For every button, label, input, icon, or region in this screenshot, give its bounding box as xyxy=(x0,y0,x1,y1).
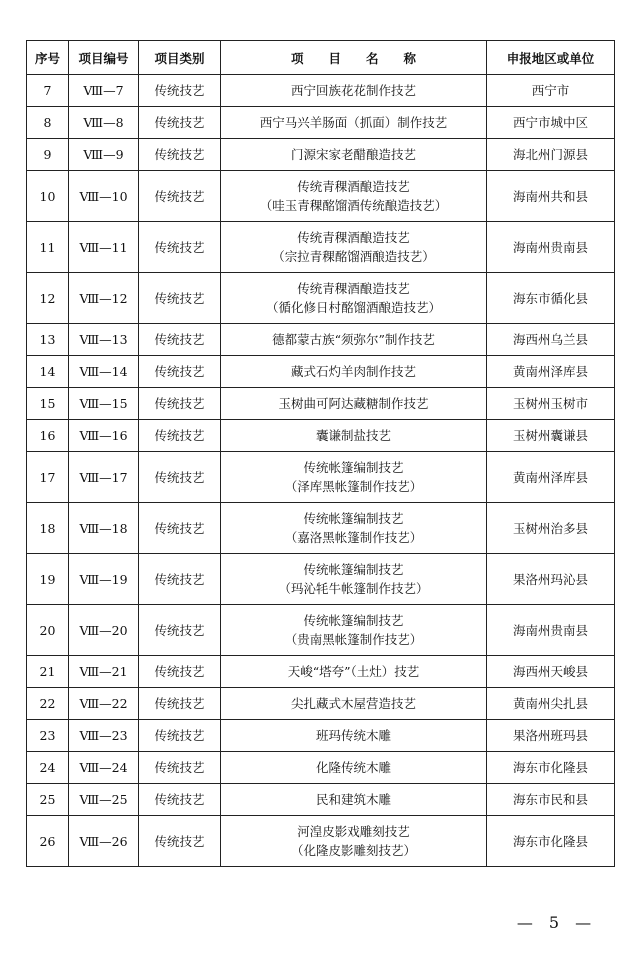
item-name-line: 藏式石灼羊肉制作技艺 xyxy=(290,364,416,379)
table-row xyxy=(27,75,615,107)
header-serial-no: 序号 xyxy=(27,41,69,75)
cell-item-name xyxy=(221,222,487,273)
header-item-category: 项目类别 xyxy=(139,41,221,75)
cell-item-name xyxy=(221,356,487,388)
cell-item-code: Ⅷ—8 xyxy=(69,107,139,139)
cell-item-category: 传统技艺 xyxy=(139,273,221,324)
cell-item-code: Ⅷ—20 xyxy=(69,605,139,656)
cell-serial-no: 22 xyxy=(27,688,69,720)
cell-item-category: 传统技艺 xyxy=(139,139,221,171)
table-row xyxy=(27,388,615,420)
table-row xyxy=(27,784,615,816)
cell-serial-no: 24 xyxy=(27,752,69,784)
cell-region: 果洛州班玛县 xyxy=(487,720,615,752)
cell-item-category: 传统技艺 xyxy=(139,324,221,356)
cell-serial-no: 7 xyxy=(27,75,69,107)
table-row xyxy=(27,107,615,139)
cell-region: 海南州共和县 xyxy=(487,171,615,222)
cell-serial-no: 11 xyxy=(27,222,69,273)
table-header-row xyxy=(27,41,615,75)
table-row xyxy=(27,752,615,784)
cell-region: 黄南州尖扎县 xyxy=(487,688,615,720)
table-row xyxy=(27,222,615,273)
table-row xyxy=(27,420,615,452)
cell-region: 海东市民和县 xyxy=(487,784,615,816)
cell-serial-no: 25 xyxy=(27,784,69,816)
cell-item-category: 传统技艺 xyxy=(139,752,221,784)
table-row xyxy=(27,273,615,324)
cell-item-code: Ⅷ—11 xyxy=(69,222,139,273)
table-row xyxy=(27,554,615,605)
cell-region: 玉树州玉树市 xyxy=(487,388,615,420)
cell-item-name xyxy=(221,420,487,452)
cell-region: 海东市化隆县 xyxy=(487,816,615,867)
cell-region: 海南州贵南县 xyxy=(487,605,615,656)
cell-serial-no: 17 xyxy=(27,452,69,503)
header-item-code: 项目编号 xyxy=(69,41,139,75)
cell-region: 玉树州囊谦县 xyxy=(487,420,615,452)
item-name-subtitle: （泽库黑帐篷制作技艺） xyxy=(284,479,423,494)
cell-region: 海西州天峻县 xyxy=(487,656,615,688)
cell-item-category: 传统技艺 xyxy=(139,688,221,720)
item-name-line: 班玛传统木雕 xyxy=(315,728,391,743)
cell-item-category: 传统技艺 xyxy=(139,656,221,688)
cell-serial-no: 12 xyxy=(27,273,69,324)
cell-item-category: 传统技艺 xyxy=(139,356,221,388)
cell-serial-no: 14 xyxy=(27,356,69,388)
item-name-line: 民和建筑木雕 xyxy=(315,792,391,807)
item-name-line: 西宁回族花花制作技艺 xyxy=(290,83,416,98)
cell-item-code: Ⅷ—18 xyxy=(69,503,139,554)
cell-item-category: 传统技艺 xyxy=(139,388,221,420)
cell-item-code: Ⅷ—19 xyxy=(69,554,139,605)
cell-item-name xyxy=(221,720,487,752)
item-name-line: 河湟皮影戏雕刻技艺 xyxy=(297,824,410,839)
cell-serial-no: 10 xyxy=(27,171,69,222)
cell-item-name xyxy=(221,324,487,356)
cell-region: 海东市循化县 xyxy=(487,273,615,324)
heritage-items-table xyxy=(26,40,615,867)
cell-item-code: Ⅷ—17 xyxy=(69,452,139,503)
item-name-line: 天峻“塔夸”（土灶）技艺 xyxy=(287,664,420,679)
cell-serial-no: 13 xyxy=(27,324,69,356)
cell-serial-no: 20 xyxy=(27,605,69,656)
cell-item-code: Ⅷ—24 xyxy=(69,752,139,784)
table-row xyxy=(27,605,615,656)
cell-item-code: Ⅷ—16 xyxy=(69,420,139,452)
item-name-subtitle: （循化修日村酩馏酒酿造技艺） xyxy=(265,300,441,315)
cell-item-category: 传统技艺 xyxy=(139,816,221,867)
cell-item-code: Ⅷ—23 xyxy=(69,720,139,752)
item-name-line: 传统帐篷编制技艺 xyxy=(303,562,404,577)
item-name-line: 德都蒙古族“须弥尔”制作技艺 xyxy=(272,332,435,347)
cell-item-name xyxy=(221,816,487,867)
cell-item-code: Ⅷ—25 xyxy=(69,784,139,816)
item-name-line: 尖扎藏式木屋营造技艺 xyxy=(290,696,416,711)
cell-region: 西宁市 xyxy=(487,75,615,107)
table-row xyxy=(27,720,615,752)
cell-region: 黄南州泽库县 xyxy=(487,356,615,388)
cell-serial-no: 15 xyxy=(27,388,69,420)
cell-item-name xyxy=(221,388,487,420)
item-name-line: 传统青稞酒酿造技艺 xyxy=(297,230,410,245)
cell-item-code: Ⅷ—22 xyxy=(69,688,139,720)
cell-region: 玉树州治多县 xyxy=(487,503,615,554)
cell-region: 黄南州泽库县 xyxy=(487,452,615,503)
cell-item-category: 传统技艺 xyxy=(139,171,221,222)
cell-serial-no: 21 xyxy=(27,656,69,688)
cell-serial-no: 9 xyxy=(27,139,69,171)
cell-serial-no: 26 xyxy=(27,816,69,867)
cell-item-category: 传统技艺 xyxy=(139,503,221,554)
item-name-line: 传统帐篷编制技艺 xyxy=(303,511,404,526)
cell-serial-no: 16 xyxy=(27,420,69,452)
cell-item-name xyxy=(221,139,487,171)
page-number: — 5 — xyxy=(516,913,592,932)
item-name-line: 门源宋家老醋酿造技艺 xyxy=(290,147,416,162)
cell-region: 海东市化隆县 xyxy=(487,752,615,784)
cell-item-category: 传统技艺 xyxy=(139,720,221,752)
cell-item-category: 传统技艺 xyxy=(139,605,221,656)
cell-item-name xyxy=(221,107,487,139)
cell-region: 海北州门源县 xyxy=(487,139,615,171)
table-row xyxy=(27,688,615,720)
cell-serial-no: 19 xyxy=(27,554,69,605)
cell-item-category: 传统技艺 xyxy=(139,452,221,503)
cell-item-category: 传统技艺 xyxy=(139,420,221,452)
item-name-line: 玉树曲可阿达藏糖制作技艺 xyxy=(278,396,429,411)
cell-region: 果洛州玛沁县 xyxy=(487,554,615,605)
cell-item-code: Ⅷ—7 xyxy=(69,75,139,107)
item-name-subtitle: （玛沁牦牛帐篷制作技艺） xyxy=(278,581,429,596)
cell-item-code: Ⅷ—26 xyxy=(69,816,139,867)
item-name-line: 西宁马兴羊肠面（抓面）制作技艺 xyxy=(259,115,448,130)
cell-item-code: Ⅷ—12 xyxy=(69,273,139,324)
item-name-line: 传统帐篷编制技艺 xyxy=(303,613,404,628)
cell-item-category: 传统技艺 xyxy=(139,222,221,273)
cell-item-category: 传统技艺 xyxy=(139,107,221,139)
table-row xyxy=(27,656,615,688)
cell-item-name xyxy=(221,75,487,107)
cell-item-name xyxy=(221,171,487,222)
table-row xyxy=(27,816,615,867)
item-name-line: 传统帐篷编制技艺 xyxy=(303,460,404,475)
table-row xyxy=(27,503,615,554)
table-row xyxy=(27,139,615,171)
item-name-subtitle: （宗拉青稞酩馏酒酿造技艺） xyxy=(272,249,435,264)
cell-item-code: Ⅷ—9 xyxy=(69,139,139,171)
cell-serial-no: 18 xyxy=(27,503,69,554)
cell-item-code: Ⅷ—13 xyxy=(69,324,139,356)
cell-item-category: 传统技艺 xyxy=(139,784,221,816)
table-row xyxy=(27,356,615,388)
cell-item-category: 传统技艺 xyxy=(139,554,221,605)
table-row xyxy=(27,171,615,222)
cell-region: 海南州贵南县 xyxy=(487,222,615,273)
header-item-name: 项 目 名 称 xyxy=(221,41,487,75)
cell-item-code: Ⅷ—10 xyxy=(69,171,139,222)
item-name-line: 化隆传统木雕 xyxy=(315,760,391,775)
cell-item-name xyxy=(221,554,487,605)
header-region: 申报地区或单位 xyxy=(487,41,615,75)
table-body xyxy=(27,75,615,867)
cell-serial-no: 23 xyxy=(27,720,69,752)
cell-item-name xyxy=(221,688,487,720)
item-name-subtitle: （哇玉青稞酩馏酒传统酿造技艺） xyxy=(259,198,448,213)
cell-item-name xyxy=(221,605,487,656)
cell-item-name xyxy=(221,503,487,554)
cell-item-code: Ⅷ—14 xyxy=(69,356,139,388)
cell-item-code: Ⅷ—15 xyxy=(69,388,139,420)
item-name-subtitle: （贵南黑帐篷制作技艺） xyxy=(284,632,423,647)
cell-item-name xyxy=(221,784,487,816)
table-row xyxy=(27,324,615,356)
cell-item-name xyxy=(221,273,487,324)
cell-item-category: 传统技艺 xyxy=(139,75,221,107)
cell-region: 海西州乌兰县 xyxy=(487,324,615,356)
item-name-subtitle: （嘉洛黑帐篷制作技艺） xyxy=(284,530,423,545)
item-name-subtitle: （化隆皮影雕刻技艺） xyxy=(290,843,416,858)
item-name-line: 传统青稞酒酿造技艺 xyxy=(297,281,410,296)
cell-item-name xyxy=(221,452,487,503)
cell-serial-no: 8 xyxy=(27,107,69,139)
table-row xyxy=(27,452,615,503)
cell-region: 西宁市城中区 xyxy=(487,107,615,139)
cell-item-code: Ⅷ—21 xyxy=(69,656,139,688)
item-name-line: 传统青稞酒酿造技艺 xyxy=(297,179,410,194)
item-name-line: 囊谦制盐技艺 xyxy=(315,428,391,443)
cell-item-name xyxy=(221,752,487,784)
cell-item-name xyxy=(221,656,487,688)
